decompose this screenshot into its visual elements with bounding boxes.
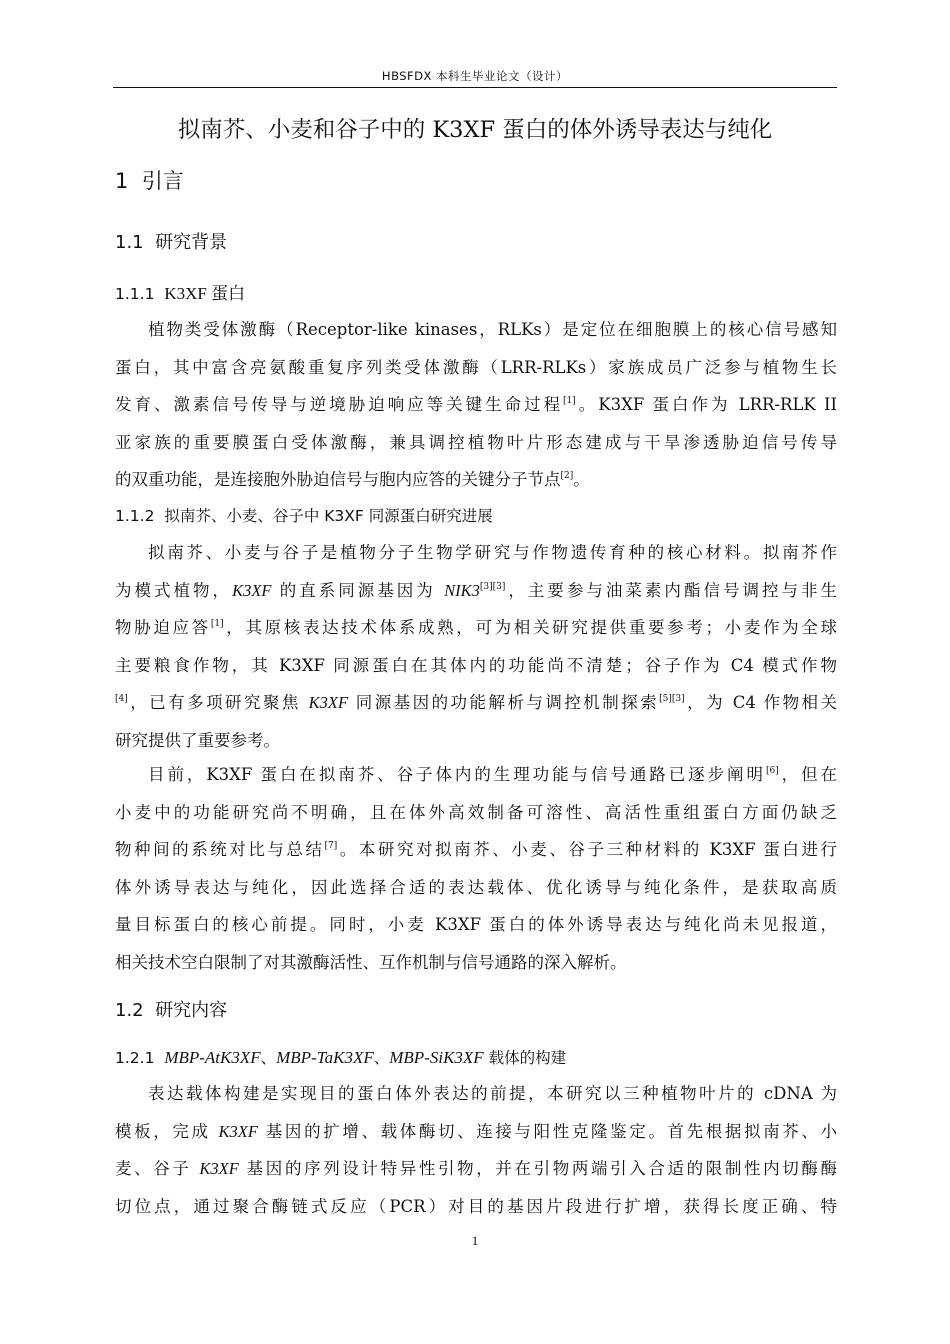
paragraph-line: 为模式植物，K3XF 的直系同源基因为 NIK3[3][3]，主要参与油菜素内酯信号调控与非生 <box>115 580 837 600</box>
section-title: 研究背景 <box>155 232 228 253</box>
citation: [1] <box>563 396 576 407</box>
running-header: HBSFDX 本科生毕业论文（设计） <box>381 69 569 83</box>
paper-title: 拟南芥、小麦和谷子中的 K3XF 蛋白的体外诱导表达与纯化 <box>177 117 773 143</box>
section-number: 1.1.2 <box>115 507 155 525</box>
section-title: 研究内容 <box>155 1000 228 1021</box>
paragraph-4 <box>115 1075 837 1225</box>
paragraph-line: 主要粮食作物，其 K3XF 同源蛋白在其体内的功能尚不清楚；谷子作为 C4 模式作物 <box>115 655 837 675</box>
section-title: 拟南芥、小麦、谷子中 K3XF 同源蛋白研究进展 <box>164 507 493 525</box>
paragraph-line: 拟南芥、小麦与谷子是植物分子生物学研究与作物遗传育种的核心材料。拟南芥作 <box>148 543 837 562</box>
paragraph-line: 表达载体构建是实现目的蛋白体外表达的前提，本研究以三种植物叶片的 cDNA 为 <box>148 1084 837 1103</box>
section-heading-1-1 <box>115 230 227 256</box>
paragraph-line: [4]，已有多项研究聚焦 K3XF 同源基因的功能解析与调控机制探索[5][3]，为 C4 作物相关 <box>115 693 837 713</box>
paragraph-line: 物种间的系统对比与总结[7]。本研究对拟南芥、小麦、谷子三种材料的 K3XF 蛋白进行 <box>115 840 837 860</box>
paragraph-line: 蛋白，其中富含亮氨酸重复序列类受体激酶（LRR-RLKs）家族成员广泛参与植物生长 <box>115 357 837 377</box>
paragraph-line: 模板，完成 K3XF 基因的扩增、载体酶切、连接与阳性克隆鉴定。首先根据拟南芥、小 <box>115 1121 837 1141</box>
paragraph-line: 体外诱导表达与纯化，因此选择合适的表达载体、优化诱导与纯化条件，是获取高质 <box>115 877 837 897</box>
paragraph-1 <box>115 311 837 499</box>
paragraph-line: 研究提供了重要参考。 <box>115 730 280 750</box>
section-heading-1 <box>115 166 184 196</box>
section-heading-1-1-1 <box>115 282 245 306</box>
section-title: K3XF 蛋白 <box>164 284 246 303</box>
paragraph-line: 小麦中的功能研究尚不明确，且在体外高效制备可溶性、高活性重组蛋白方面仍缺乏 <box>115 802 837 822</box>
section-heading-1-2-1: 1.2.1 MBP-AtK3XF、MBP-TaK3XF、MBP-SiK3XF 载体的构建 <box>115 1048 567 1067</box>
construct-name: MBP-TaK3XF <box>276 1048 374 1067</box>
construct-name: MBP-SiK3XF <box>389 1048 484 1067</box>
paragraph-line: 麦、谷子 K3XF 基因的序列设计特异性引物，并在引物两端引入合适的限制性内切酶酶 <box>115 1159 837 1179</box>
citation: [2] <box>560 471 574 482</box>
paragraph-line: 植物类受体激酶（Receptor-like kinases，RLKs）是定位在细胞膜上的核心信号感知 <box>148 320 837 339</box>
section-title: 载体的构建 <box>483 1049 567 1067</box>
gene-name: K3XF <box>199 1159 239 1179</box>
paragraph-2 <box>115 534 837 760</box>
section-number: 1.1.1 <box>115 285 155 303</box>
paragraph-line: 目前，K3XF 蛋白在拟南芥、谷子体内的生理功能与信号通路已逐步阐明[6]，但在 <box>148 765 837 784</box>
citation: [7] <box>324 841 338 852</box>
citation: [3][3] <box>479 581 506 592</box>
paragraph-line: 物胁迫应答[1]，其原核表达技术体系成熟，可为相关研究提供重要参考；小麦作为全球 <box>115 618 837 638</box>
paragraph-line: 亚家族的重要膜蛋白受体激酶，兼具调控植物叶片形态建成与干旱渗透胁迫信号传导 <box>115 432 837 452</box>
gene-name: K3XF <box>308 693 349 713</box>
header-rule <box>113 87 837 88</box>
paragraph-line: 量目标蛋白的核心前提。同时，小麦 K3XF 蛋白的体外诱导表达与纯化尚未见报道， <box>115 915 837 935</box>
gene-name: K3XF <box>232 580 272 600</box>
citation: [1] <box>210 619 224 630</box>
section-number: 1.2.1 <box>115 1049 155 1067</box>
gene-name: NIK3 <box>444 580 480 600</box>
gene-name: K3XF <box>218 1121 258 1141</box>
section-heading-1-1-2 <box>115 504 493 528</box>
paragraph-line: 相关技术空白限制了对其激酶活性、互作机制与信号通路的深入解析。 <box>115 952 627 972</box>
page-number: 1 <box>471 1233 479 1248</box>
section-number: 1.1 <box>115 232 144 253</box>
section-number: 1 <box>115 169 129 193</box>
citation: [6] <box>765 766 779 776</box>
construct-name: MBP-AtK3XF <box>164 1048 261 1067</box>
paragraph-line: 的双重功能，是连接胞外胁迫信号与胞内应答的关键分子节点[2]。 <box>115 470 590 490</box>
paragraph-line: 切位点，通过聚合酶链式反应（PCR）对目的基因片段进行扩增，获得长度正确、特 <box>115 1196 837 1216</box>
citation: [4] <box>115 694 128 705</box>
citation: [5][3] <box>659 694 685 705</box>
section-heading-1-2 <box>115 998 227 1024</box>
section-title: 引言 <box>141 169 184 193</box>
paragraph-line: 发育、激素信号传导与逆境胁迫响应等关键生命过程[1]。K3XF 蛋白作为 LRR-RLK II <box>115 395 837 415</box>
section-number: 1.2 <box>115 1000 144 1021</box>
paragraph-3 <box>115 756 837 982</box>
